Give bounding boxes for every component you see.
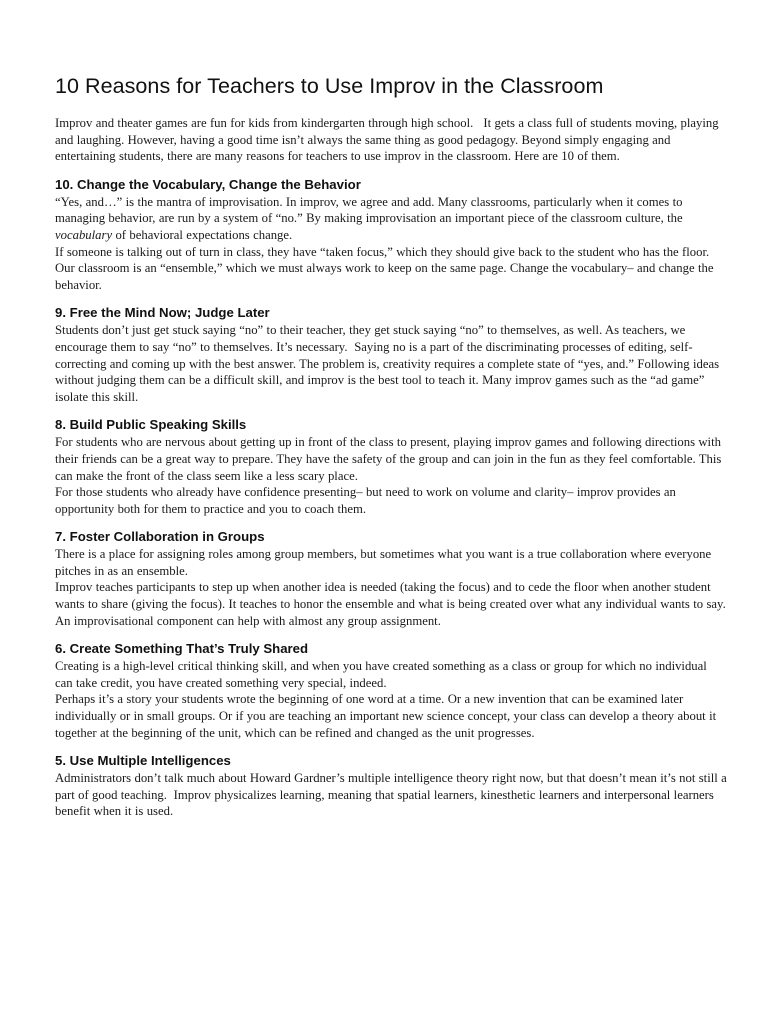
section-7 (55, 528, 727, 629)
section-paragraph: Improv teaches participants to step up when another idea is needed (taking the focus) and to cede the floor when another student wants to share (giving the focus). It teaches to honor the ensemble and what is being created over what any individual wants to say. An improvisational component can help with almost any group assignment. (55, 580, 726, 628)
section-paragraph: If someone is talking out of turn in class, they have “taken focus,” which they should give back to the student who has the floor. Our classroom is an “ensemble,” which we must always work to keep on the same page. Change the vocabulary– and change the behavior. (55, 244, 714, 292)
section-10 (55, 176, 727, 294)
section-paragraph (55, 194, 727, 244)
section-paragraph: There is a place for assigning roles among group members, but sometimes what you want is a true collaboration where everyone pitches in as an ensemble. (55, 547, 712, 578)
section-heading: 10. Change the Vocabulary, Change the Behavior (55, 176, 361, 192)
section-paragraph: Administrators don’t talk much about Howard Gardner’s multiple intelligence theory right now, but that doesn’t mean it’s not still a part of good teaching. Improv physicalizes learning, meaning that spatial learners, kinesthetic learners and interpersonal learners benefit when it is used. (55, 771, 727, 819)
section-heading: 9. Free the Mind Now; Judge Later (55, 305, 270, 321)
section-5 (55, 752, 727, 820)
section-heading: 6. Create Something That’s Truly Shared (55, 641, 309, 657)
emphasized-text: vocabulary (55, 227, 113, 242)
section-paragraph: Creating is a high-level critical thinking skill, and when you have created something as a class or group for which no individual can take credit, you have created something very special, indeed. (55, 659, 707, 690)
section-8 (55, 416, 727, 517)
section-heading: 5. Use Multiple Intelligences (55, 753, 231, 769)
document-page (55, 74, 727, 831)
paragraph-text: “Yes, and…” is the mantra of improvisation. In improv, we agree and add. Many classrooms, particularly when it comes to managing behavior, are run by a system of “no.” By making improvisation an important piece of the classroom culture, the (55, 194, 683, 226)
section-paragraph: Students don’t just get stuck saying “no” to their teacher, they get stuck saying “no” to themselves, as well. As teachers, we encourage them to say “no” to themselves. It’s necessary. Saying no is a part of the discriminating processes of editing, self-correcting and coming up with the best answer. The problem is, creativity requires a complete state of “yes, and.” Following ideas without judging them can be a difficult skill, and improv is the best tool to teach it. Many improv games such as the “ad game” isolate this skill. (55, 323, 720, 404)
section-paragraph: Perhaps it’s a story your students wrote the beginning of one word at a time. Or a new invention that can be examined later individually or in small groups. Or if you are teaching an important new science concept, your class can develop a theory about it together at the beginning of the unit, which can be refined and changed as the unit progresses. (55, 692, 717, 740)
section-heading: 7. Foster Collaboration in Groups (55, 529, 265, 545)
section-paragraph: For those students who already have confidence presenting– but need to work on volume and clarity– improv provides an opportunity both for them to practice and you to coach them. (55, 485, 676, 516)
section-9 (55, 304, 727, 405)
paragraph-text: of behavioral expectations change. (112, 227, 293, 242)
section-6 (55, 640, 727, 741)
section-heading: 8. Build Public Speaking Skills (55, 417, 247, 433)
document-title: 10 Reasons for Teachers to Use Improv in the Classroom (55, 74, 604, 98)
section-paragraph: For students who are nervous about getting up in front of the class to present, playing improv games and following directions with their friends can be a great way to prepare. They have the safety of the group and can join in the fun as they feel comfortable. This can make the front of the class seem like a less scary place. (55, 435, 722, 483)
intro-paragraph: Improv and theater games are fun for kids from kindergarten through high school. It gets a class full of students moving, playing and laughing. However, having a good time isn’t always the same thing as good pedagogy. Beyond simply engaging and entertaining students, there are many reasons for teachers to use improv in the classroom. Here are 10 of them. (55, 116, 719, 164)
